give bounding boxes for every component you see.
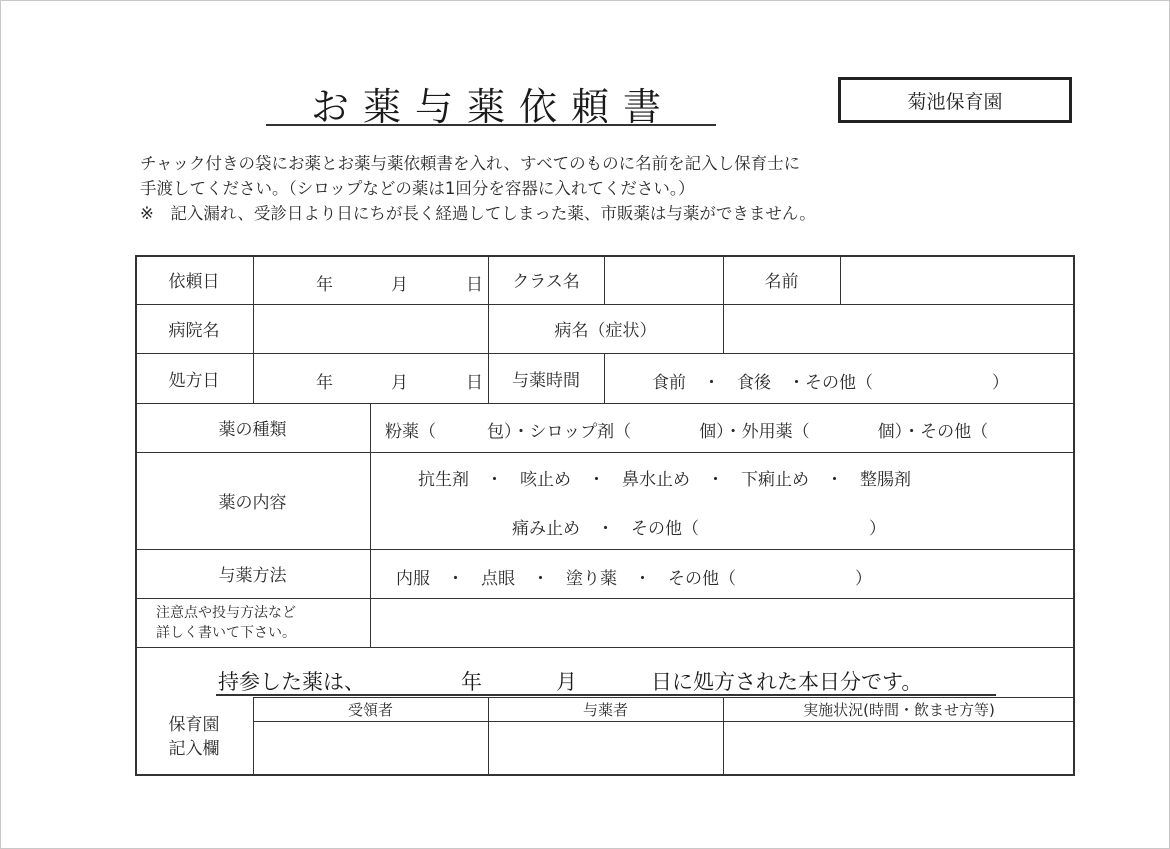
request-month-label: 月 xyxy=(391,275,408,295)
row-divider xyxy=(135,598,1075,599)
request-year-label: 年 xyxy=(316,275,333,295)
name-label: 名前 xyxy=(764,272,799,292)
method-options[interactable]: 内服 ・ 点眼 ・ 塗り薬 ・ その他（ ） xyxy=(396,569,872,589)
hospital-label: 病院名 xyxy=(168,321,220,341)
request-date-label: 依頼日 xyxy=(168,272,220,292)
col-divider xyxy=(604,255,605,304)
disease-label: 病名（症状） xyxy=(554,321,657,341)
prescription-date-label: 処方日 xyxy=(168,370,220,391)
method-label: 与薬方法 xyxy=(218,566,287,586)
class-label: クラス名 xyxy=(512,272,580,292)
col-divider xyxy=(604,353,605,403)
instructions xyxy=(140,151,816,226)
school-name-box: 菊池保育園 xyxy=(838,77,1072,123)
class-input[interactable] xyxy=(606,257,721,302)
timing-label: 与薬時間 xyxy=(512,370,580,391)
status-input[interactable] xyxy=(725,723,1072,774)
prescription-year-label: 年 xyxy=(316,373,333,393)
row-divider xyxy=(253,721,1075,722)
notice-year: 年 xyxy=(461,670,482,694)
instruction-line-2: 手渡してください。（シロップなどの薬は1回分を容器に入れてください。） xyxy=(140,179,695,198)
med-content-line-1[interactable]: 抗生剤 ・ 咳止め ・ 鼻水止め ・ 下痢止め ・ 整腸剤 xyxy=(418,470,911,490)
notes-label xyxy=(156,603,296,643)
col-divider xyxy=(840,255,841,304)
col-divider xyxy=(253,255,254,403)
med-content-line-2[interactable]: 痛み止め ・ その他（ ） xyxy=(512,519,886,539)
nursery-label-line-1: 保育園 xyxy=(168,714,220,735)
status-label: 実施状況(時間・飲ませ方等) xyxy=(803,700,995,719)
nursery-label-line-2: 記入欄 xyxy=(168,738,220,759)
prescription-notice xyxy=(218,666,922,696)
receiver-input[interactable] xyxy=(255,723,486,774)
disease-input[interactable] xyxy=(725,306,1072,351)
med-type-label: 薬の種類 xyxy=(218,420,287,440)
receiver-label: 受領者 xyxy=(347,700,393,719)
col-divider xyxy=(370,403,371,647)
name-input[interactable] xyxy=(842,257,1072,302)
giver-label: 与薬者 xyxy=(582,700,628,719)
hospital-input[interactable] xyxy=(255,306,486,351)
prescription-day-label: 日 xyxy=(466,373,483,393)
form-title: お薬与薬依頼書 xyxy=(310,85,675,129)
notes-label-line-2: 詳しく書いて下さい。 xyxy=(156,625,296,641)
row-divider xyxy=(135,353,1075,354)
timing-options[interactable]: 食前 ・ 食後 ・その他（ ） xyxy=(652,373,1009,393)
instruction-line-1: チャック付きの袋にお薬とお薬与薬依頼書を入れ、すべてのものに名前を記入し保育士に xyxy=(140,154,801,173)
nursery-label xyxy=(135,697,253,776)
giver-input[interactable] xyxy=(490,723,721,774)
notice-part-2: 日に処方された本日分です。 xyxy=(651,670,923,694)
notice-underline xyxy=(216,694,996,696)
title-underline xyxy=(266,124,716,126)
notice-part-1: 持参した薬は、 xyxy=(218,670,365,694)
notes-label-line-1: 注意点や投与方法など xyxy=(156,605,296,621)
med-content-label: 薬の内容 xyxy=(218,493,287,513)
instruction-line-3: ※ 記入漏れ、受診日より日にちが長く経過してしまった薬、市販薬は与薬ができません。 xyxy=(140,204,816,223)
notice-month: 月 xyxy=(556,670,577,694)
notes-input[interactable] xyxy=(372,600,1072,645)
med-type-options[interactable]: 粉薬（ 包）・シロップ剤（ 個）・外用薬（ 個）・その他（ xyxy=(385,422,989,442)
prescription-month-label: 月 xyxy=(391,373,408,393)
request-day-label: 日 xyxy=(466,275,483,295)
row-divider xyxy=(135,647,1075,648)
